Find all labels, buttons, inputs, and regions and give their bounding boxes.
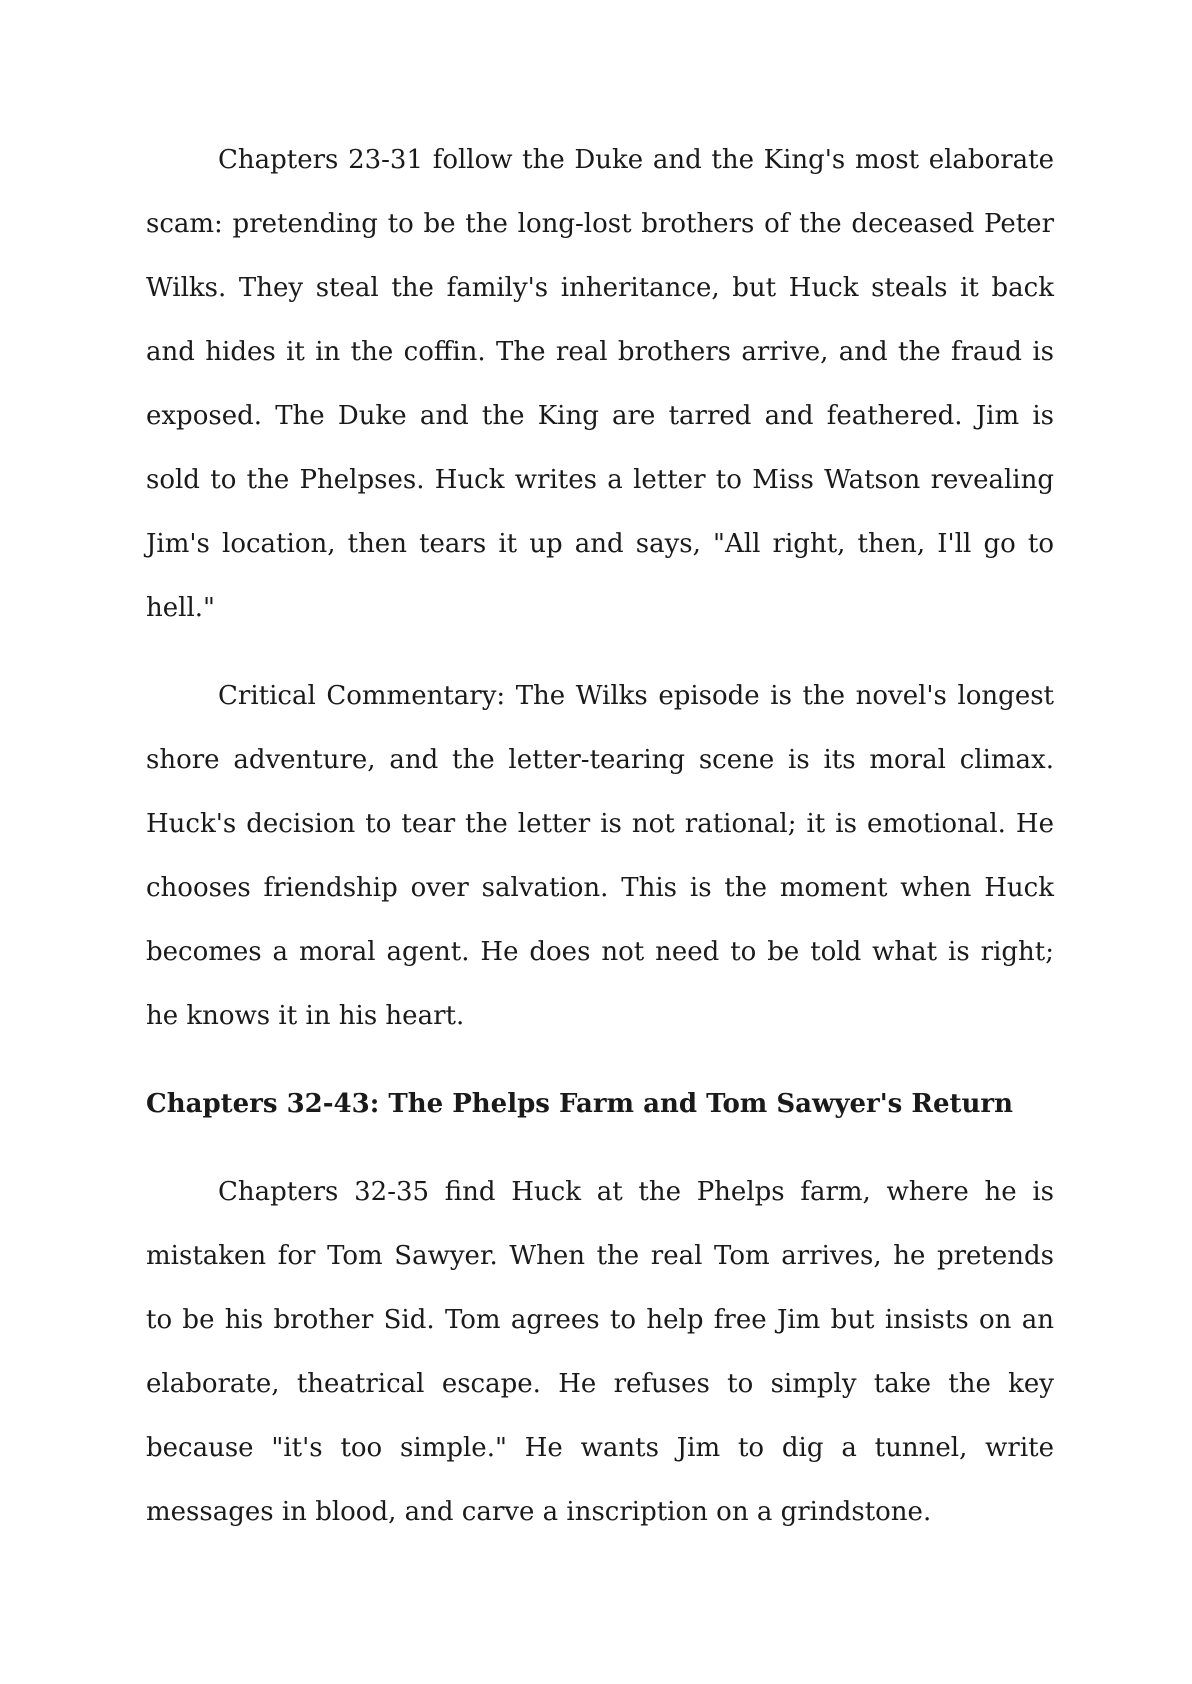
- paragraph-wilks-summary: Chapters 23-31 follow the Duke and the King's most elaborate scam: pretending to be the long-lost brothers of the deceased Peter Wilks. They steal the family's inheritance, but Huck steals it back and hides it in the coffin. The real brothers arrive, and the fraud is exposed. The Duke and the King are tarred and feathered. Jim is sold to the Phelpses. Huck writes a letter to Miss Watson revealing Jim's location, then tears it up and says, "All right, then, I'll go to hell.": [146, 145, 1054, 623]
- document-page: [146, 128, 1054, 1568]
- paragraph-critical-commentary: Critical Commentary: The Wilks episode is the novel's longest shore adventure, and the letter-tearing scene is its moral climax. Huck's decision to tear the letter is not rational; it is emotional. He chooses friendship over salvation. This is the moment when Huck becomes a moral agent. He does not need to be told what is right; he knows it in his heart.: [146, 681, 1054, 1031]
- section-heading: Chapters 32-43: The Phelps Farm and Tom Sawyer's Return: [146, 1089, 1014, 1119]
- paragraph-phelps-farm: Chapters 32-35 find Huck at the Phelps farm, where he is mistaken for Tom Sawyer. When the real Tom arrives, he pretends to be his brother Sid. Tom agrees to help free Jim but insists on an elaborate, theatrical escape. He refuses to simply take the key because "it's too simple." He wants Jim to dig a tunnel, write messages in blood, and carve a inscription on a grindstone.: [146, 1177, 1054, 1527]
